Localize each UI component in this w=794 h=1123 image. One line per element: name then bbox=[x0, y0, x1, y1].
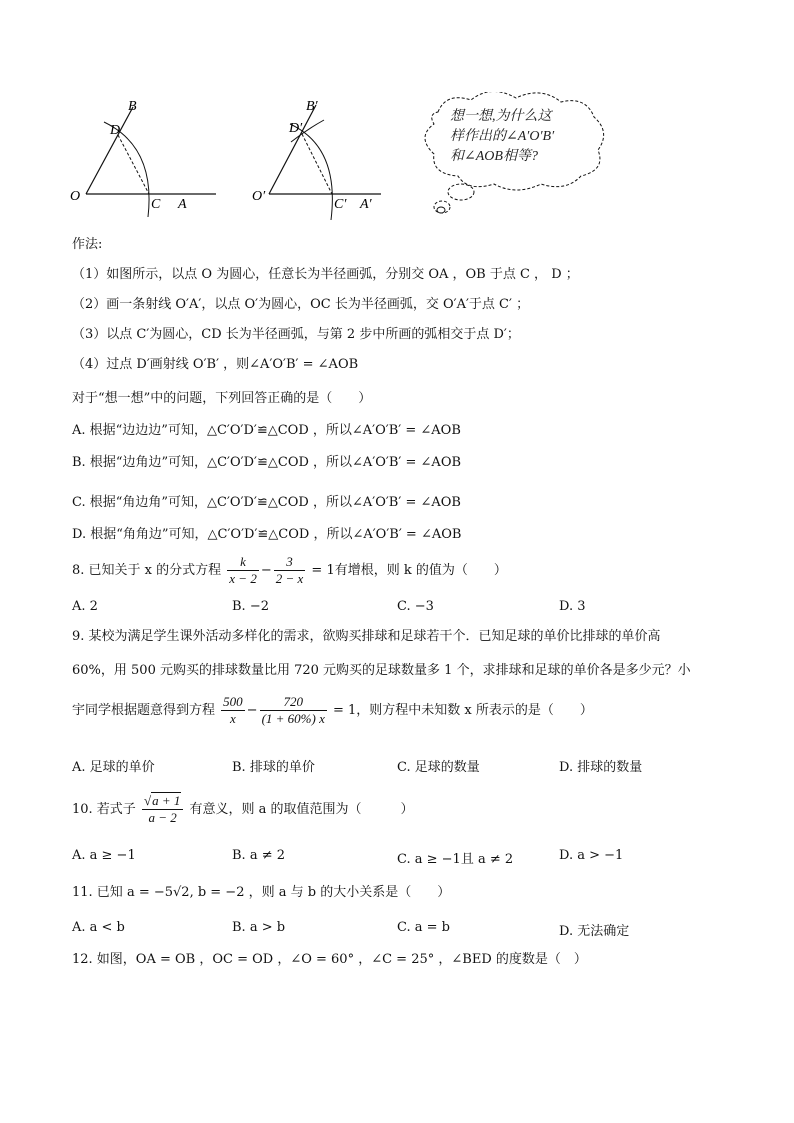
q8-frac2-den: 2 − x bbox=[275, 571, 304, 586]
label-b1: B′ bbox=[306, 99, 318, 114]
q12-stem: 12. 如图，OA = OB ，OC = OD ，∠O = 60° ，∠C = 25° ，∠BED 的度数是（ ） bbox=[72, 952, 587, 967]
label-a1: A′ bbox=[360, 197, 372, 212]
q9-option-a: A. 足球的单价 bbox=[72, 760, 155, 775]
q9-line3-suffix: = 1，则方程中未知数 x 所表示的是（ ） bbox=[332, 703, 593, 718]
q8-stem bbox=[72, 552, 507, 590]
q9-line-3 bbox=[72, 692, 593, 730]
q9-frac1-num: 500 bbox=[223, 694, 243, 709]
q10-option-c: C. a ≥ −1且 a ≠ 2 bbox=[397, 852, 514, 867]
q10-option-d: D. a > −1 bbox=[559, 848, 624, 863]
q10-suffix: 有意义，则 a 的取值范围为（ ） bbox=[189, 802, 414, 817]
q8-frac2-num: 3 bbox=[274, 554, 306, 571]
method-step-1: （1）如图所示，以点 O 为圆心，任意长为半径画弧，分别交 OA ，OB 于点 C ， D ； bbox=[72, 267, 579, 282]
q11-option-d: D. 无法确定 bbox=[559, 924, 630, 939]
q7-option-d: D. 根据“角角边”可知，△C′O′D′≌△COD ，所以∠A′O′B′ = ∠AOB bbox=[72, 527, 462, 542]
q10-fraction bbox=[142, 793, 183, 826]
figure-angle-aob bbox=[70, 99, 216, 217]
q9-fraction-1 bbox=[221, 694, 245, 727]
cloud-line-1: 想一想,为什么这 bbox=[450, 109, 552, 124]
cloud-line-2: 样作出的∠A′O′B′ bbox=[450, 129, 555, 144]
q10-option-b: B. a ≠ 2 bbox=[232, 848, 285, 863]
q10-stem bbox=[72, 790, 414, 830]
q9-fraction-2 bbox=[260, 694, 327, 727]
q9-line-1: 9. 某校为满足学生课外活动多样化的需求，欲购买排球和足球若干个．已知足球的单价比排球的单价高 bbox=[72, 629, 661, 644]
q11-stem: 11. 已知 a = −5√2, b = −2 ，则 a 与 b 的大小关系是（ ） bbox=[72, 885, 451, 900]
q8-option-d: D. 3 bbox=[559, 599, 586, 614]
q11-option-a: A. a < b bbox=[72, 920, 125, 935]
q8-option-a: A. 2 bbox=[72, 599, 98, 614]
q9-frac2-den: (1 + 60%) x bbox=[261, 711, 325, 726]
q8-fraction-1 bbox=[227, 554, 259, 587]
q10-option-a: A. a ≥ −1 bbox=[72, 848, 136, 863]
q8-suffix: = 1有增根，则 k 的值为（ ） bbox=[311, 563, 507, 578]
q8-option-b: B. −2 bbox=[232, 599, 269, 614]
label-o: O bbox=[70, 189, 81, 204]
cloud-bubble-3 bbox=[437, 207, 445, 213]
q10-numerator: √a + 1 bbox=[142, 793, 183, 810]
q10-prefix: 10. 若式子 bbox=[72, 802, 136, 817]
label-d: D bbox=[110, 123, 121, 138]
q8-fraction-2 bbox=[274, 554, 306, 587]
figure-angle-aprime bbox=[252, 99, 381, 220]
q8-option-c: C. −3 bbox=[397, 599, 434, 614]
q9-option-b: B. 排球的单价 bbox=[232, 760, 315, 775]
q7-option-b: B. 根据“边角边”可知，△C′O′D′≌△COD ，所以∠A′O′B′ = ∠AOB bbox=[72, 455, 462, 470]
thought-cloud bbox=[425, 92, 604, 213]
q10-denominator: a − 2 bbox=[148, 810, 177, 825]
q9-line-2: 60%，用 500 元购买的排球数量比用 720 元购买的足球数量多 1 个，求排球和足球的单价各是多少元？小 bbox=[72, 663, 691, 678]
label-c: C bbox=[151, 197, 161, 212]
label-o1: O′ bbox=[252, 189, 266, 204]
q9-line3-prefix: 宇同学根据题意得到方程 bbox=[72, 703, 216, 718]
method-step-3: （3）以点 C′为圆心，CD 长为半径画弧，与第 2 步中所画的弧相交于点 D′； bbox=[72, 327, 520, 342]
q8-frac1-num: k bbox=[227, 554, 259, 571]
label-c1: C′ bbox=[334, 197, 347, 212]
q7-stem: 对于“想一想”中的问题，下列回答正确的是（ ） bbox=[72, 391, 372, 406]
method-title: 作法: bbox=[72, 237, 103, 252]
q7-option-a: A. 根据“边边边”可知，△C′O′D′≌△COD ，所以∠A′O′B′ = ∠AOB bbox=[72, 423, 461, 438]
method-step-4: （4）过点 D′画射线 O′B′ ，则∠A′O′B′ = ∠AOB bbox=[72, 357, 359, 372]
q9-frac1-den: x bbox=[230, 711, 236, 726]
q9-option-d: D. 排球的数量 bbox=[559, 760, 643, 775]
q11-option-b: B. a > b bbox=[232, 920, 286, 935]
construction-figures bbox=[66, 92, 726, 227]
q7-option-c: C. 根据“角边角”可知，△C′O′D′≌△COD ，所以∠A′O′B′ = ∠AOB bbox=[72, 495, 461, 510]
q11-option-c: C. a = b bbox=[397, 920, 450, 935]
label-b: B bbox=[128, 99, 137, 114]
cloud-bubble-1 bbox=[448, 184, 474, 200]
figures-svg bbox=[66, 92, 726, 227]
label-a: A bbox=[178, 197, 187, 212]
segment-cd bbox=[118, 135, 149, 194]
q8-frac1-den: x − 2 bbox=[229, 571, 257, 586]
q9-frac2-num: 720 bbox=[260, 694, 327, 711]
method-step-2: （2）画一条射线 O′A′，以点 O′为圆心，OC 长为半径画弧，交 O′A′于点 C′ ； bbox=[72, 297, 530, 312]
q8-minus: − bbox=[260, 563, 272, 578]
label-d1: D′ bbox=[289, 121, 303, 136]
q10-sqrt-content: a + 1 bbox=[152, 793, 181, 808]
q9-minus: − bbox=[246, 703, 258, 718]
q8-prefix: 8. 已知关于 x 的分式方程 bbox=[72, 563, 222, 578]
ray-o1b1 bbox=[269, 105, 316, 194]
cloud-line-3: 和∠AOB相等? bbox=[450, 149, 538, 164]
q9-option-c: C. 足球的数量 bbox=[397, 760, 480, 775]
